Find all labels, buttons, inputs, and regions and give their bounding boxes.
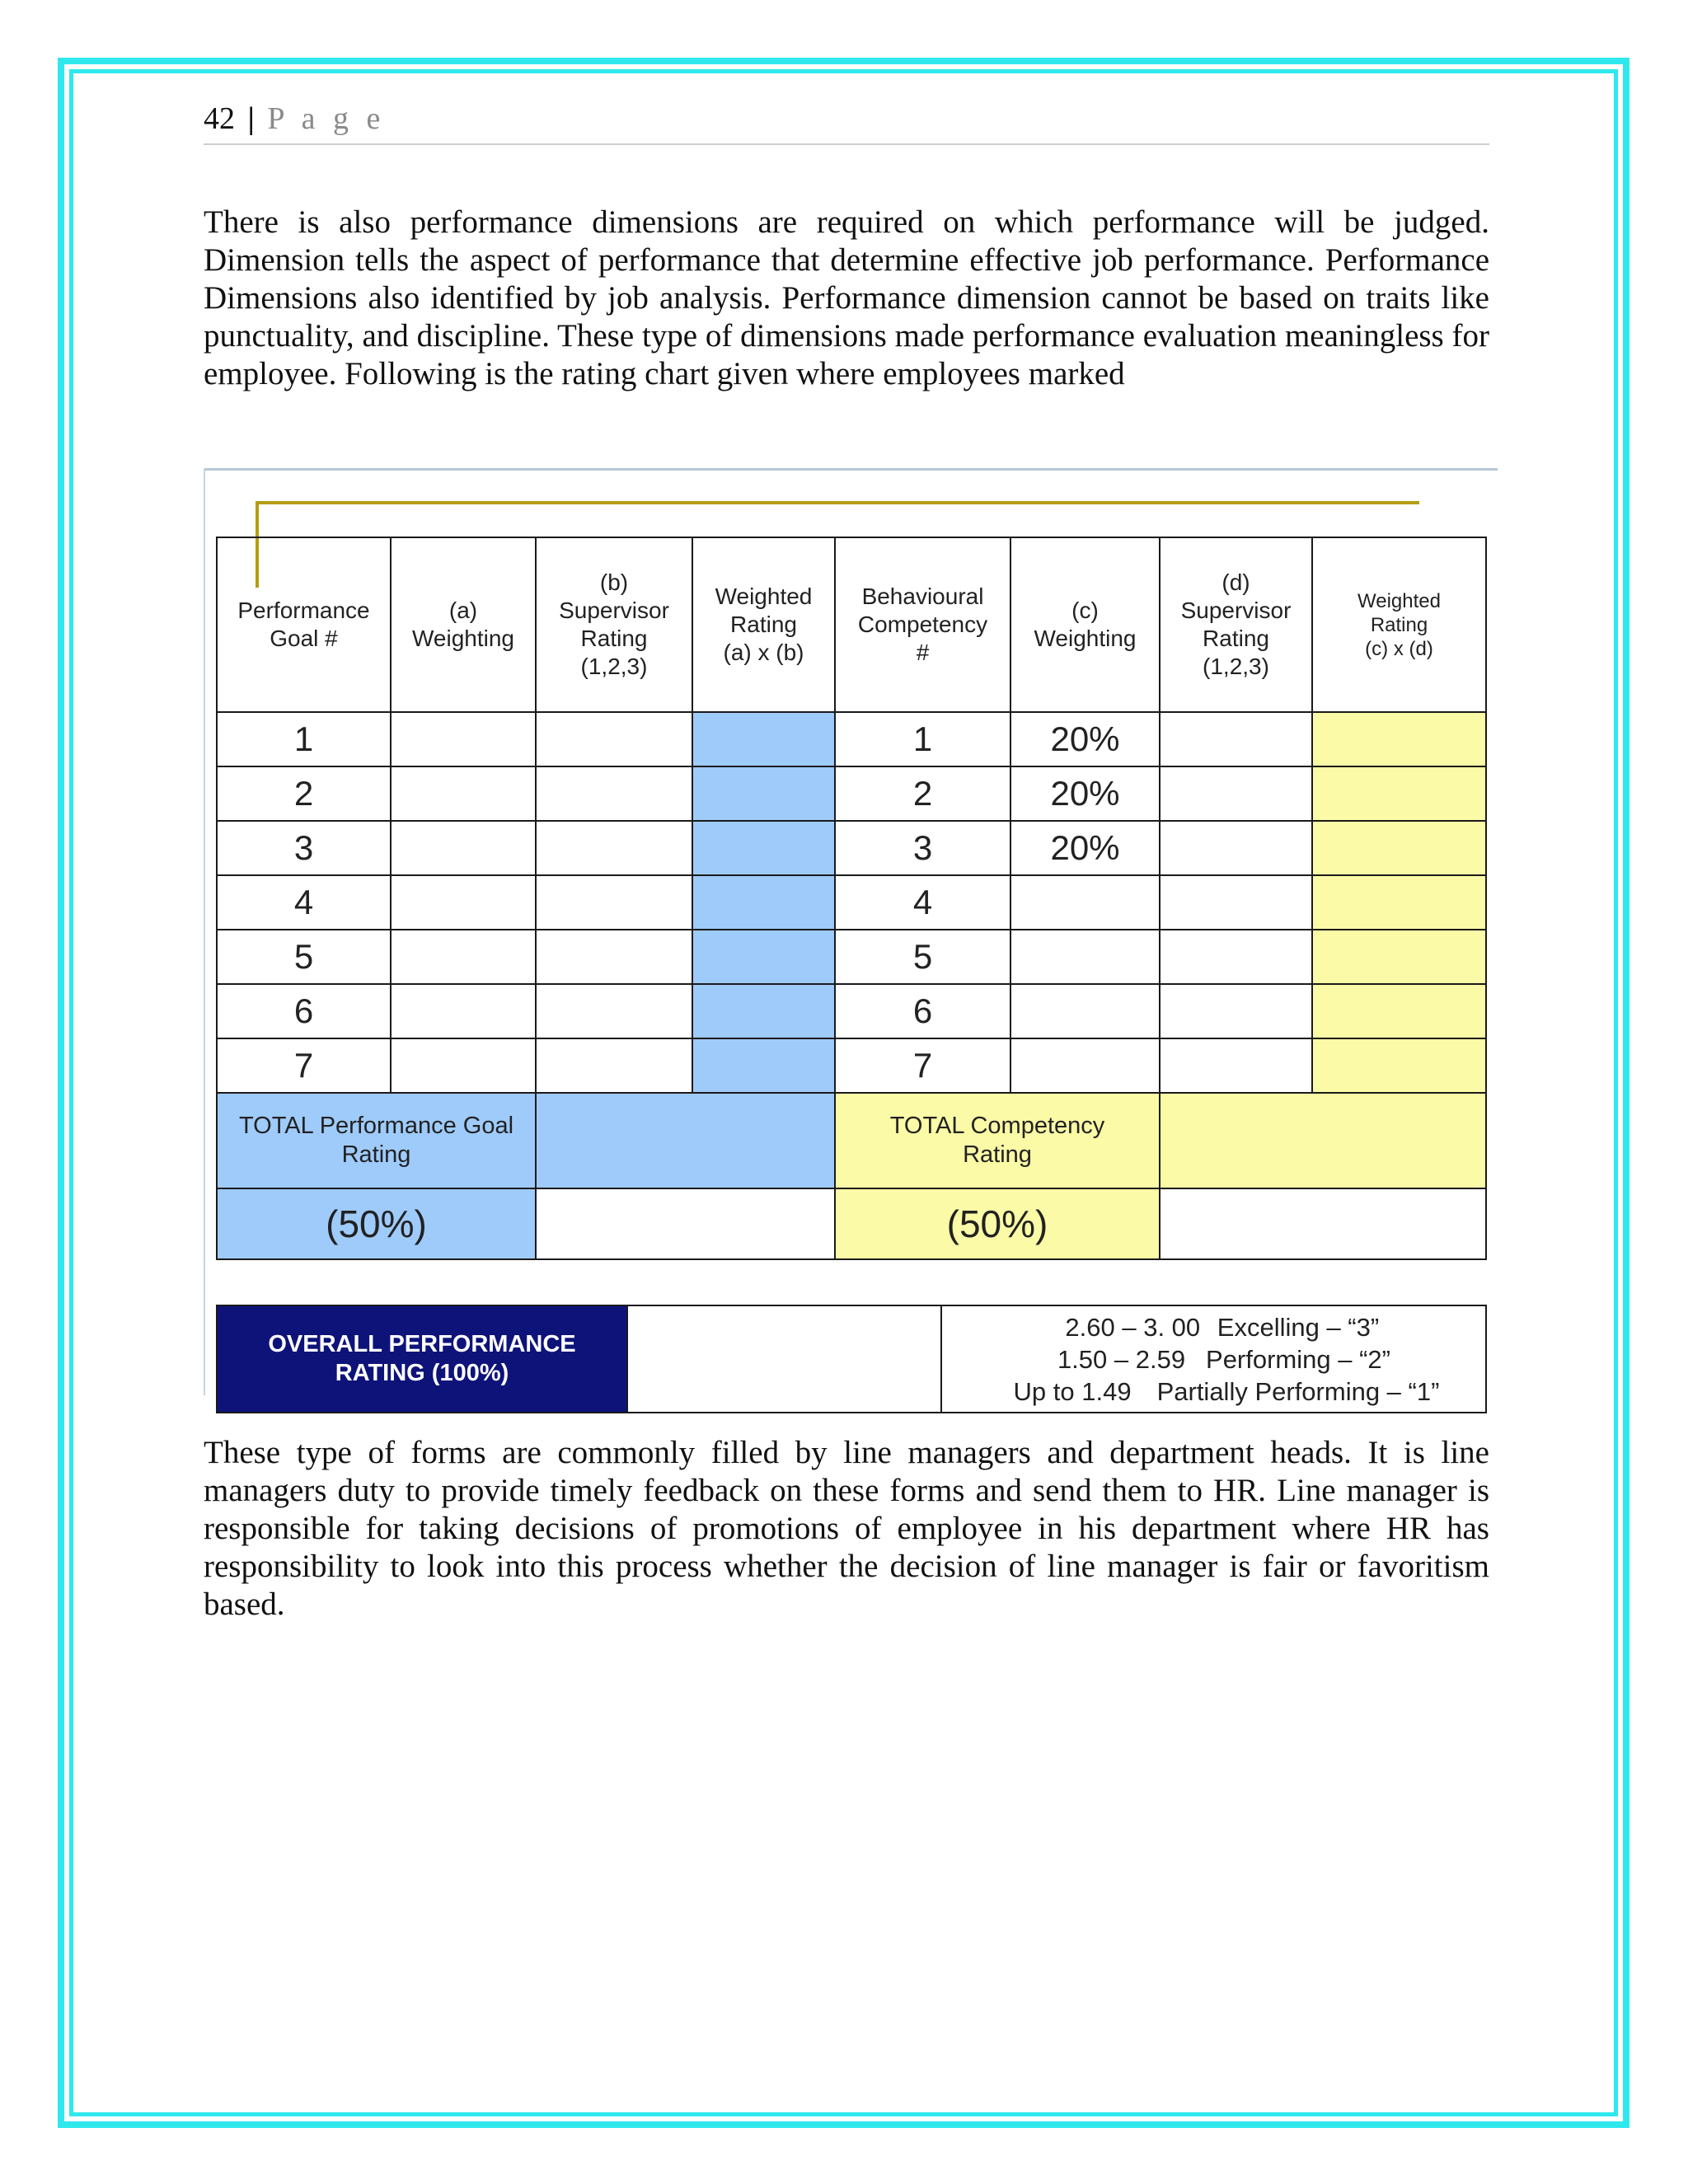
total-competency-label: TOTAL Competency Rating (835, 1093, 1160, 1188)
goal-supervisor-rating-cell[interactable] (536, 984, 692, 1038)
competency-weighting[interactable] (1010, 930, 1160, 984)
goal-supervisor-rating-cell[interactable] (536, 1038, 692, 1093)
competency-weighted-rating-cell (1312, 821, 1486, 875)
header-weighted-rating-ab: Weighted Rating (a) x (b) (692, 537, 835, 712)
page-number: 42 (204, 101, 235, 136)
totals-row (217, 1093, 1486, 1188)
overall-rating-label: OVERALL PERFORMANCE RATING (100%) (217, 1305, 627, 1413)
goal-weighted-rating-cell (692, 1038, 835, 1093)
goal-supervisor-rating-cell[interactable] (536, 875, 692, 930)
table-row (217, 1038, 1486, 1093)
competency-weighted-rating-cell (1312, 766, 1486, 821)
goal-supervisor-rating-cell[interactable] (536, 821, 692, 875)
goal-weighting-cell[interactable] (391, 712, 536, 766)
goal-supervisor-rating-cell[interactable] (536, 930, 692, 984)
competency-supervisor-rating-cell[interactable] (1160, 766, 1312, 821)
overall-rating-table (216, 1305, 1487, 1413)
competency-number: 1 (835, 712, 1010, 766)
competency-weighting[interactable] (1010, 984, 1160, 1038)
competency-number: 6 (835, 984, 1010, 1038)
table-row (217, 821, 1486, 875)
goal-weighted-rating-cell (692, 821, 835, 875)
competency-supervisor-rating-cell[interactable] (1160, 1038, 1312, 1093)
goal-weighting-cell[interactable] (391, 821, 536, 875)
goal-weighting-cell[interactable] (391, 766, 536, 821)
page-label: P a g e (267, 101, 386, 136)
percent-row (217, 1188, 1486, 1259)
goal-weighting-cell[interactable] (391, 984, 536, 1038)
goal-weighted-rating-cell (692, 984, 835, 1038)
goal-weighting-cell[interactable] (391, 930, 536, 984)
goal-percent-value-cell (536, 1188, 835, 1259)
competency-weighting[interactable]: 20% (1010, 821, 1160, 875)
goal-weighted-rating-cell (692, 875, 835, 930)
goal-number: 2 (217, 766, 391, 821)
goal-weighted-rating-cell (692, 712, 835, 766)
goal-weighted-rating-cell (692, 930, 835, 984)
total-goal-value-cell (536, 1093, 835, 1188)
table-row (217, 712, 1486, 766)
table-row (217, 930, 1486, 984)
competency-supervisor-rating-cell[interactable] (1160, 821, 1312, 875)
header-c-weighting: (c) Weighting (1010, 537, 1160, 712)
competency-weighted-rating-cell (1312, 1038, 1486, 1093)
goal-number: 4 (217, 875, 391, 930)
table-row (217, 875, 1486, 930)
header-behavioural-competency: Behavioural Competency # (835, 537, 1010, 712)
total-competency-value-cell (1160, 1093, 1486, 1188)
header-separator: | (247, 101, 255, 136)
closing-paragraph: These type of forms are commonly filled by line managers and department heads. It is line managers duty to provide timely feedback on these forms and send them to HR. Line manager is responsible for taking decisions of promotions of employee in his department where HR has responsibility to look into this process whether the decision of line manager is fair or favoritism based. (204, 1435, 1489, 1622)
competency-percent: (50%) (835, 1188, 1160, 1259)
goal-weighting-cell[interactable] (391, 875, 536, 930)
header-b-supervisor-rating: (b) Supervisor Rating (1,2,3) (536, 537, 692, 712)
competency-percent-value-cell (1160, 1188, 1486, 1259)
competency-weighted-rating-cell (1312, 712, 1486, 766)
table-row (217, 766, 1486, 821)
goal-number: 5 (217, 930, 391, 984)
header-d-supervisor-rating: (d) Supervisor Rating (1,2,3) (1160, 537, 1312, 712)
competency-number: 4 (835, 875, 1010, 930)
competency-weighted-rating-cell (1312, 930, 1486, 984)
goal-number: 1 (217, 712, 391, 766)
goal-weighted-rating-cell (692, 766, 835, 821)
overall-row (217, 1305, 1486, 1413)
competency-number: 5 (835, 930, 1010, 984)
table-row (217, 984, 1486, 1038)
goal-percent: (50%) (217, 1188, 536, 1259)
scale-line: 1.50 – 2.59 Performing – “2” (1057, 1344, 1390, 1374)
goal-supervisor-rating-cell[interactable] (536, 712, 692, 766)
goal-number: 6 (217, 984, 391, 1038)
rating-scale-legend (941, 1305, 1486, 1413)
scale-line: Up to 1.49 Partially Performing – “1” (1013, 1376, 1440, 1406)
scale-line: 2.60 – 3. 00 Excelling – “3” (1065, 1312, 1380, 1342)
figure-left-border (204, 468, 205, 1395)
goal-number: 7 (217, 1038, 391, 1093)
competency-number: 2 (835, 766, 1010, 821)
competency-weighting[interactable] (1010, 1038, 1160, 1093)
header-a-weighting: (a) Weighting (391, 537, 536, 712)
goal-weighting-cell[interactable] (391, 1038, 536, 1093)
rating-form-table (216, 537, 1487, 1260)
competency-number: 3 (835, 821, 1010, 875)
header-performance-goal: Performance Goal # (217, 537, 391, 712)
page-header (204, 101, 1489, 145)
table-header-row (217, 537, 1486, 712)
competency-supervisor-rating-cell[interactable] (1160, 875, 1312, 930)
competency-supervisor-rating-cell[interactable] (1160, 984, 1312, 1038)
competency-weighting[interactable]: 20% (1010, 712, 1160, 766)
gold-bracket-line (256, 501, 1419, 504)
competency-weighted-rating-cell (1312, 984, 1486, 1038)
header-weighted-rating-cd: Weighted Rating (c) x (d) (1312, 537, 1486, 712)
rating-chart-figure (204, 468, 1498, 1406)
total-goal-label: TOTAL Performance Goal Rating (217, 1093, 536, 1188)
competency-supervisor-rating-cell[interactable] (1160, 712, 1312, 766)
overall-rating-value-cell[interactable] (627, 1305, 941, 1413)
intro-paragraph: There is also performance dimensions are required on which performance will be judged. Dimension tells the aspect of performance that determine effective job performance. Performance Dimensions also identified by job analysis. Performance dimension cannot be based on traits like punctuality, and discipline. These type of dimensions made performance evaluation meaningless for employee. Following is the rating chart given where employees marked (204, 204, 1489, 391)
goal-supervisor-rating-cell[interactable] (536, 766, 692, 821)
goal-number: 3 (217, 821, 391, 875)
competency-weighting[interactable] (1010, 875, 1160, 930)
competency-supervisor-rating-cell[interactable] (1160, 930, 1312, 984)
competency-weighted-rating-cell (1312, 875, 1486, 930)
competency-number: 7 (835, 1038, 1010, 1093)
competency-weighting[interactable]: 20% (1010, 766, 1160, 821)
figure-top-border (204, 468, 1498, 471)
